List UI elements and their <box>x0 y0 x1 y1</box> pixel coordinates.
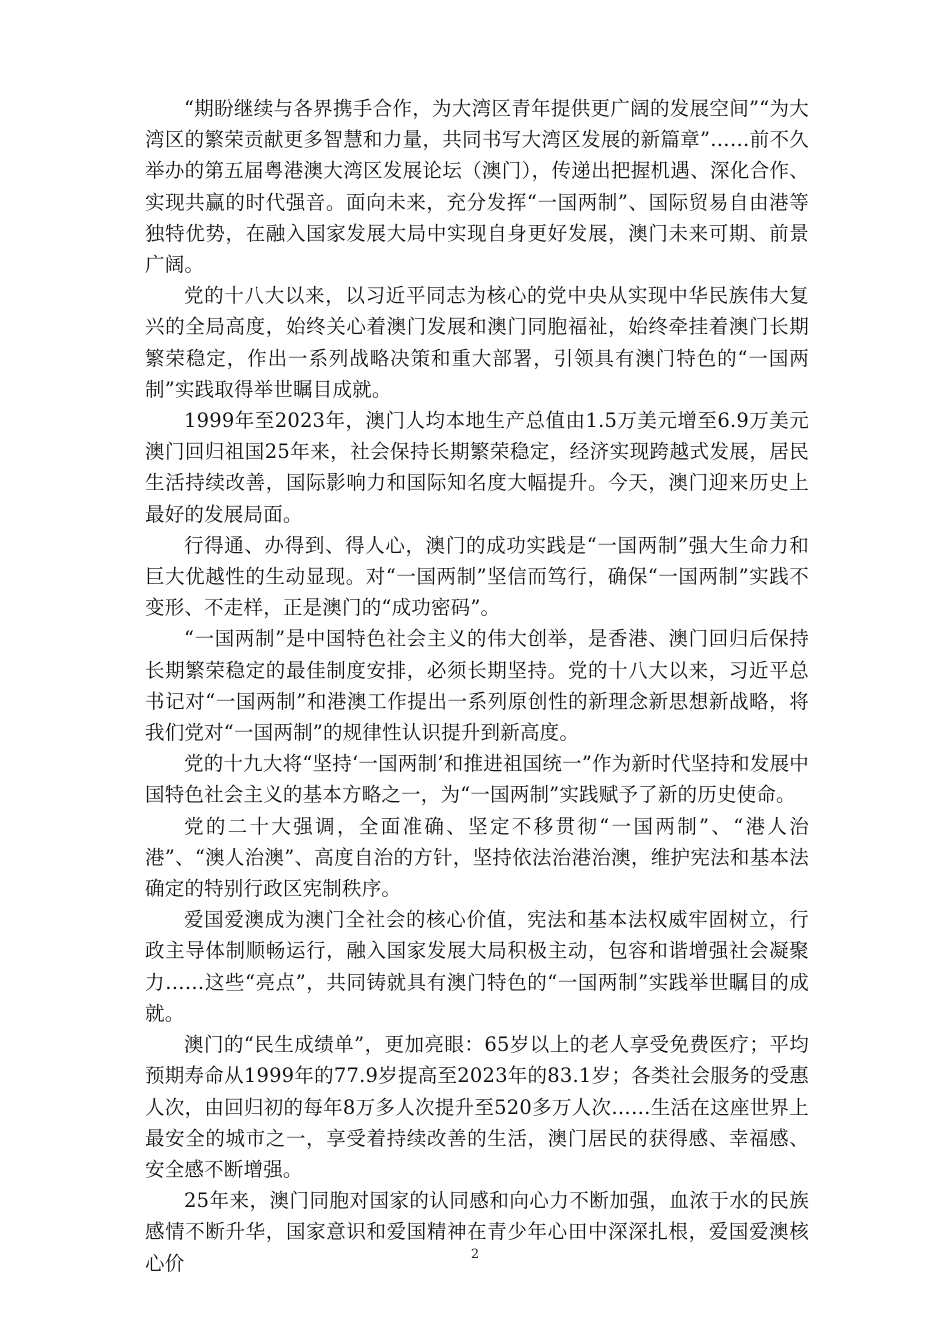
page-number: 2 <box>470 1247 480 1262</box>
paragraph-2: 党的十八大以来，以习近平同志为核心的党中央从实现中华民族伟大复兴的全局高度，始终关心着澳门发展和澳门同胞福祉，始终牵挂着澳门长期繁荣稳定，作出一系列战略决策和重大部署，引领具有澳门特色的“一国两制”实践取得举世瞩目成就。 <box>145 284 809 401</box>
paragraph-10: 25年来，澳门同胞对国家的认同感和向心力不断加强，血浓于水的民族感情不断升华，国家意识和爱国精神在青少年心田中深深扎根，爱国爱澳核心价 <box>145 1189 809 1275</box>
paragraph-4: 行得通、办得到、得人心，澳门的成功实践是“一国两制”强大生命力和巨大优越性的生动显现。对“一国两制”坚信而笃行，确保“一国两制”实践不变形、不走样，正是澳门的“成功密码”。 <box>145 533 809 620</box>
paragraph-3: 1999年至2023年，澳门人均本地生产总值由1.5万美元增至6.9万美元澳门回归祖国25年来，社会保持长期繁荣稳定，经济实现跨越式发展，居民生活持续改善，国际影响力和国际知名度大幅提升。今天，澳门迎来历史上最好的发展局面。 <box>145 409 809 526</box>
document-body <box>145 93 809 1279</box>
paragraph-6: 党的十九大将“坚持‘一国两制’和推进祖国统一”作为新时代坚持和发展中国特色社会主义的基本方略之一，为“一国两制”实践赋予了新的历史使命。 <box>145 752 809 807</box>
paragraph-8: 爱国爱澳成为澳门全社会的核心价值，宪法和基本法权威牢固树立，行政主导体制顺畅运行，融入国家发展大局积极主动，包容和谐增强社会凝聚力……这些“亮点”，共同铸就具有澳门特色的“一国两制”实践举世瞩目的成就。 <box>145 908 809 1025</box>
paragraph-1: “期盼继续与各界携手合作，为大湾区青年提供更广阔的发展空间”“为大湾区的繁荣贡献更多智慧和力量，共同书写大湾区发展的新篇章”……前不久举办的第五届粤港澳大湾区发展论坛（澳门），传递出把握机遇、深化合作、实现共赢的时代强音。面向未来，充分发挥“一国两制”、国际贸易自由港等独特优势，在融入国家发展大局中实现自身更好发展，澳门未来可期、前景广阔。 <box>145 97 809 277</box>
paragraph-9: 澳门的“民生成绩单”，更加亮眼：65岁以上的老人享受免费医疗；平均预期寿命从1999年的77.9岁提高至2023年的83.1岁；各类社会服务的受惠人次，由回归初的每年8万多人次提升至520多万人次……生活在这座世界上最安全的城市之一，享受着持续改善的生活，澳门居民的获得感、幸福感、安全感不断增强。 <box>145 1033 809 1181</box>
paragraph-7: 党的二十大强调，全面准确、坚定不移贯彻“一国两制”、“港人治港”、“澳人治澳”、高度自治的方针，坚持依法治港治澳，维护宪法和基本法确定的特别行政区宪制秩序。 <box>145 814 809 901</box>
paragraph-5: “一国两制”是中国特色社会主义的伟大创举，是香港、澳门回归后保持长期繁荣稳定的最佳制度安排，必须长期坚持。党的十八大以来，习近平总书记对“一国两制”和港澳工作提出一系列原创性的新理念新思想新战略，将我们党对“一国两制”的规律性认识提升到新高度。 <box>145 627 809 745</box>
